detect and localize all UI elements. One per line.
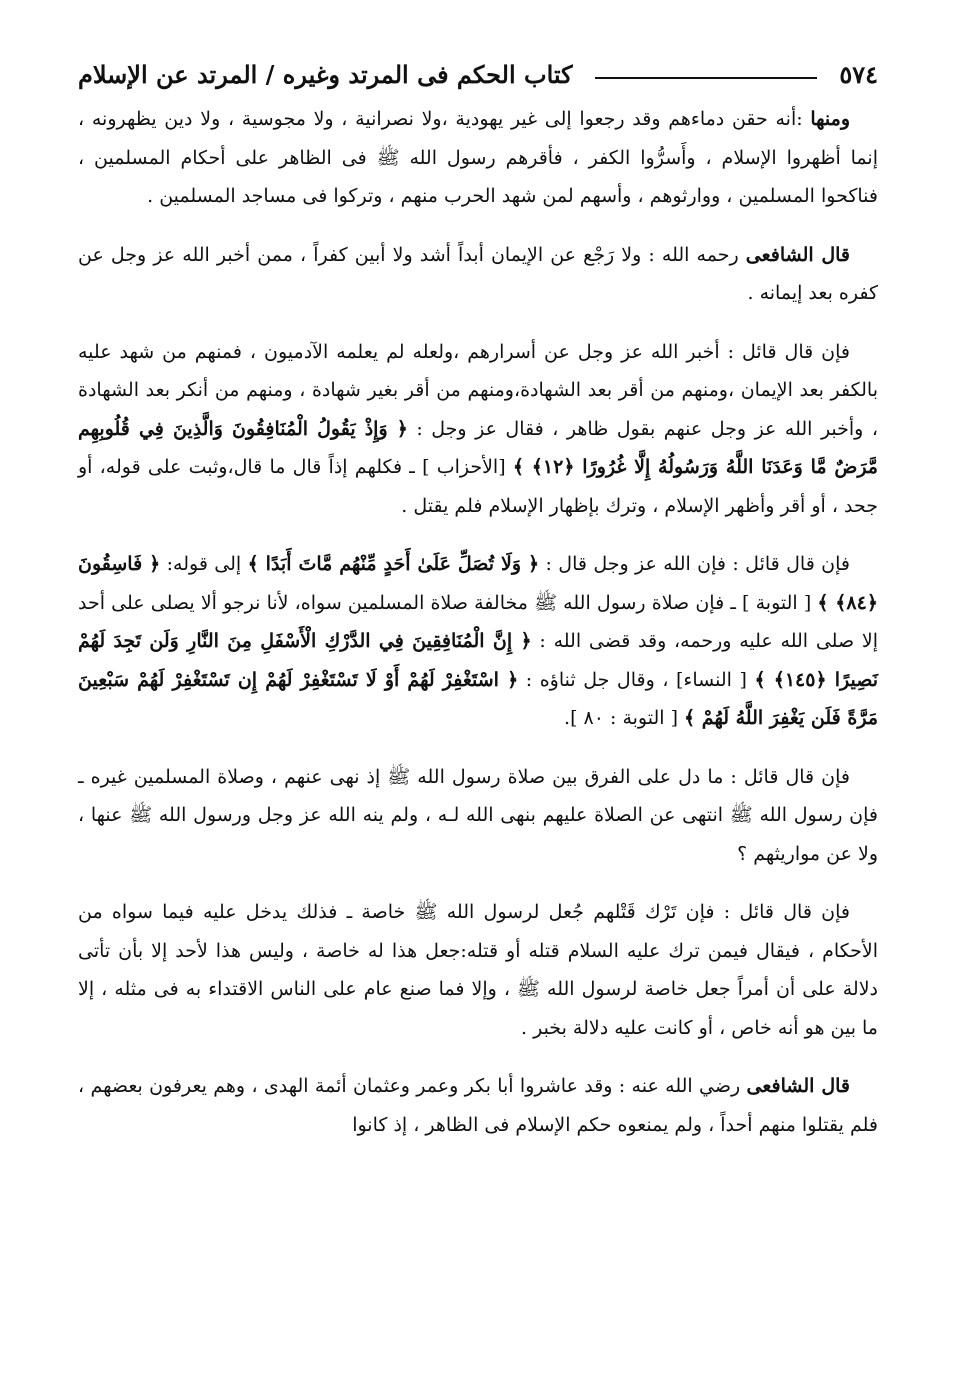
paragraph: [78, 893, 878, 1047]
paragraph-text: [ النساء] ، وقال جل ثناؤه :: [518, 668, 755, 691]
running-header: [78, 52, 878, 96]
paragraph-lead: ومنها: [810, 108, 850, 130]
page-number: ٥٧٤: [839, 59, 878, 89]
paragraph-text: فإن قال قائل : ما دل على الفرق بين صلاة رسول الله ﷺ إذ نهى عنهم ، وصلاة المسلمين غيره ـ فإن رسول الله ﷺ انتهى عن الصلاة عليهم بنهى الله لـه ، ولم ينه الله عز وجل ورسول الله ﷺ عنها ، ولا عن مواريثهم ؟: [78, 765, 878, 865]
quran-verse: ﴿ وَلَا تُصَلِّ عَلَىٰ أَحَدٍ مِّنْهُم مَّاتَ أَبَدًا ﴾: [247, 553, 540, 575]
quran-verse: ﴿ اسْتَغْفِرْ لَهُمْ أَوْ لَا تَسْتَغْفِرْ لَهُمْ إِن تَسْتَغْفِرْ لَهُمْ سَبْعِينَ مَرَّةً فَلَن يَغْفِرَ اللَّهُ لَهُمْ ﴾: [78, 668, 878, 729]
paragraph-text: فإن قال قائل : فإن تَرْك قَتْلهم جُعل لرسول الله ﷺ خاصة ـ فذلك يدخل عليه فيما سواه من الأحكام ، فيقال فيمن ترك عليه السلام قتله أو قتله:جعل هذا له خاصة ، وليس هذا لأحد إلا بأن تأتى دلالة على أن أمراً جعل خاصة لرسول الله ﷺ ، وإلا فما صنع عام على الناس الاقتداء به فى مثله ، إلا ما بين هو أنه خاص ، أو كانت عليه دلالة بخبر .: [78, 901, 878, 1039]
paragraph: [78, 1067, 878, 1144]
paragraph: [78, 758, 878, 874]
paragraph-text: [ التوبة ] ـ فإن صلاة رسول الله ﷺ مخالفة صلاة المسلمين سواه، لأنا نرجو ألا يصلى على أحد إلا صلى الله عليه ورحمه، وقد قضى الله :: [78, 591, 878, 652]
paragraph-lead: قال الشافعى: [745, 243, 851, 266]
paragraph-text: :أنه حقن دماءهم وقد رجعوا إلى غير يهودية ،ولا نصرانية ، ولا مجوسية ، ولا دين يظهرونه ، إنما أظهروا الإسلام ، وأَسرُّوا الكفر ، فأقرهم رسول الله ﷺ فى الظاهر على أحكام المسلمين ، فناكحوا المسلمين ، ووارثوهم ، وأسهم لمن شهد الحرب منهم ، وتركوا فى مساجد المسلمين .: [78, 108, 878, 207]
quran-verse: ﴿ فَاسِقُونَ ﴿٨٤﴾ ﴾: [78, 553, 878, 614]
quran-verse: ﴿ وَإِذْ يَقُولُ الْمُنَافِقُونَ وَالَّذِينَ فِي قُلُوبِهِم مَّرَضٌ مَّا وَعَدَنَا اللَّهُ وَرَسُولُهُ إِلَّا غُرُورًا ﴿١٢﴾ ﴾: [78, 417, 878, 478]
page-body: [78, 100, 878, 1144]
quran-verse: ﴿ إِنَّ الْمُنَافِقِينَ فِي الدَّرْكِ الْأَسْفَلِ مِنَ النَّارِ وَلَن تَجِدَ لَهُمْ نَصِيرًا ﴿١٤٥﴾ ﴾: [78, 630, 878, 691]
paragraph-text: رضي الله عنه : وقد عاشروا أبا بكر وعمر وعثمان أئمة الهدى ، وهم يعرفون بعضهم ، فلم يقتلوا منهم أحداً ، ولم يمنعوه حكم الإسلام فى الظاهر ، إذ كانوا: [78, 1075, 878, 1136]
paragraph-text: رحمه الله : ولا رَجْع عن الإيمان أبداً أشد ولا أبين كفراً ، ممن أخبر الله عز وجل عن كفره بعد إيمانه .: [78, 243, 878, 304]
paragraph-text: فإن قال قائل : أخبر الله عز وجل عن أسرارهم ،ولعله لم يعلمه الآدميون ، فمنهم من شهد عليه بالكفر بعد الإيمان ،ومنهم من أقر بعد الشهادة،ومنهم من أقر بغير شهادة ، ومنهم من أنكر بعد الشهادة ، وأخبر الله عز وجل عنهم بقول ظاهر ، فقال عز وجل :: [78, 340, 878, 440]
paragraph: [78, 100, 878, 216]
paragraph: [78, 333, 878, 526]
header-rule: [595, 77, 818, 79]
paragraph-text: إلى قوله:: [160, 553, 248, 575]
paragraph: [78, 545, 878, 738]
paragraph-lead: قال الشافعى: [746, 1075, 850, 1097]
running-title: كتاب الحكم فى المرتد وغيره / المرتد عن الإسلام: [78, 59, 573, 89]
paragraph-text: فإن قال قائل : فإن الله عز وجل قال :: [539, 553, 850, 575]
paragraph-text: [الأحزاب ] ـ فكلهم إذاً قال ما قال،وثبت على قوله، أو جحد ، أو أقر وأظهر الإسلام ، وترك بإظهار الإسلام فلم يقتل .: [78, 456, 878, 517]
paragraph: [78, 236, 878, 313]
paragraph-text: [ التوبة : ٨٠ ].: [564, 707, 685, 729]
